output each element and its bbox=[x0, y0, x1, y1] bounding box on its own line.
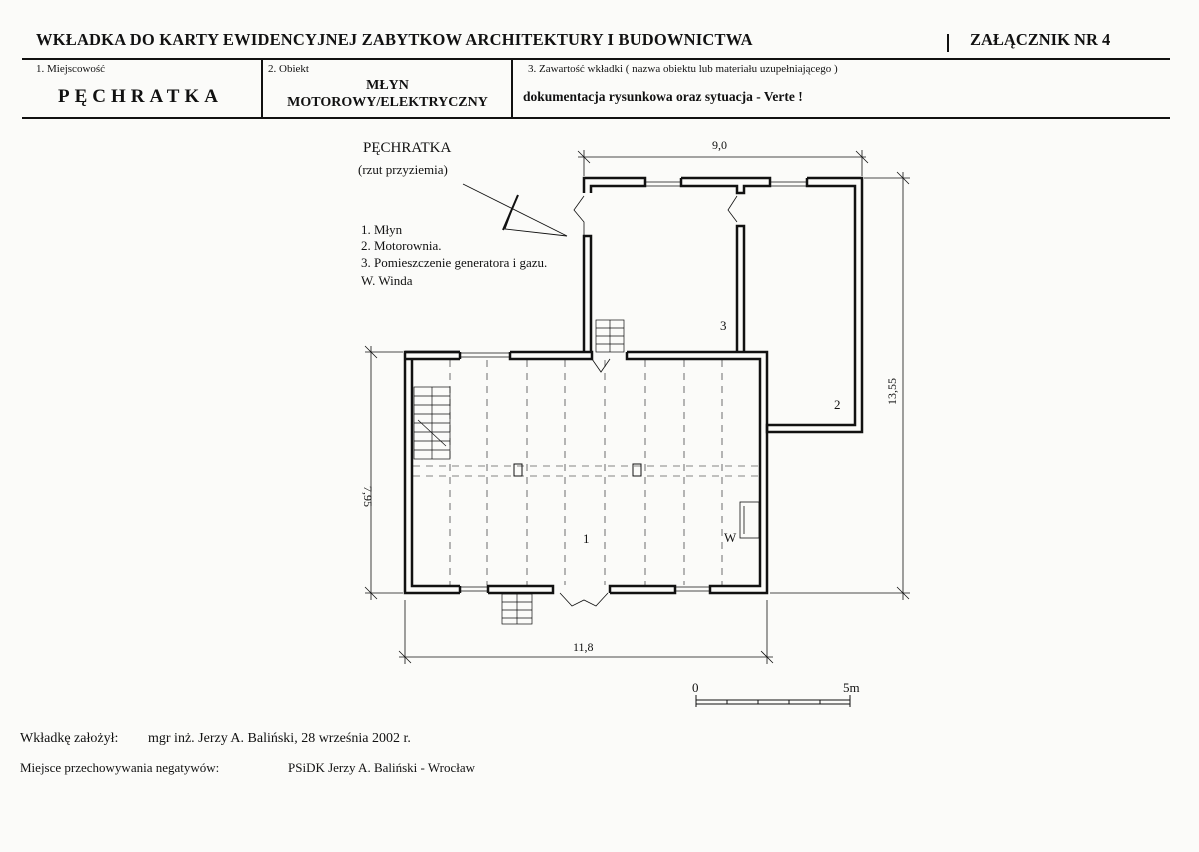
contents-value: dokumentacja rysunkowa oraz sytuacja - Verte ! bbox=[523, 89, 803, 104]
scale-bar bbox=[696, 695, 850, 707]
windows bbox=[460, 182, 807, 591]
annex-number: ZAŁĄCZNIK NR 4 bbox=[970, 30, 1111, 49]
stairs bbox=[414, 320, 624, 624]
north-wing-walls bbox=[584, 178, 862, 432]
document-title: WKŁADKA DO KARTY EWIDENCYJNEJ ZABYTKOW ARCHITEKTURY I BUDOWNICTWA bbox=[36, 30, 753, 49]
winda-lift bbox=[740, 502, 759, 538]
storage-value: PSiDK Jerzy A. Baliński - Wrocław bbox=[288, 760, 475, 775]
storage-label: Miejsce przechowywania negatywów: bbox=[20, 760, 220, 775]
locality-label: 1. Miejscowość bbox=[36, 63, 106, 75]
founded-label: Wkładkę założył: bbox=[20, 731, 119, 746]
legend-item: 2. Motorownia. bbox=[361, 238, 442, 253]
locality-value: PĘCHRATKA bbox=[58, 86, 223, 107]
founded-value: mgr inż. Jerzy A. Baliński, 28 września 2002 r. bbox=[148, 731, 411, 746]
object-value-line2: MOTOROWY/ELEKTRYCZNY bbox=[287, 95, 488, 110]
object-value-line1: MŁYN bbox=[366, 78, 409, 93]
legend-item: 3. Pomieszczenie generatora i gazu. bbox=[361, 255, 548, 270]
legend-item: W. Winda bbox=[361, 273, 413, 288]
beam-lines bbox=[413, 360, 759, 585]
dimension-bottom: 11,8 bbox=[573, 640, 594, 654]
main-hall-walls bbox=[405, 352, 767, 593]
room-label-1: 1 bbox=[583, 531, 590, 546]
room-label-winda: W bbox=[724, 530, 737, 545]
object-label: 2. Obiekt bbox=[268, 63, 309, 75]
drawing-subtitle: (rzut przyziemia) bbox=[358, 162, 448, 177]
scale-start: 0 bbox=[692, 680, 699, 695]
drawing-title: PĘCHRATKA bbox=[363, 140, 452, 156]
room-label-3: 3 bbox=[720, 318, 727, 333]
dimension-right: 13,55 bbox=[885, 378, 899, 405]
contents-label: 3. Zawartość wkładki ( nazwa obiektu lub materiału uzupełniającego ) bbox=[528, 63, 838, 75]
scale-end: 5m bbox=[843, 680, 860, 695]
room-label-2: 2 bbox=[834, 397, 841, 412]
legend-item: 1. Młyn bbox=[361, 222, 403, 237]
dimension-left: 7,95 bbox=[361, 486, 375, 507]
dimension-top: 9,0 bbox=[712, 138, 727, 152]
pointer-arrow bbox=[463, 184, 567, 236]
